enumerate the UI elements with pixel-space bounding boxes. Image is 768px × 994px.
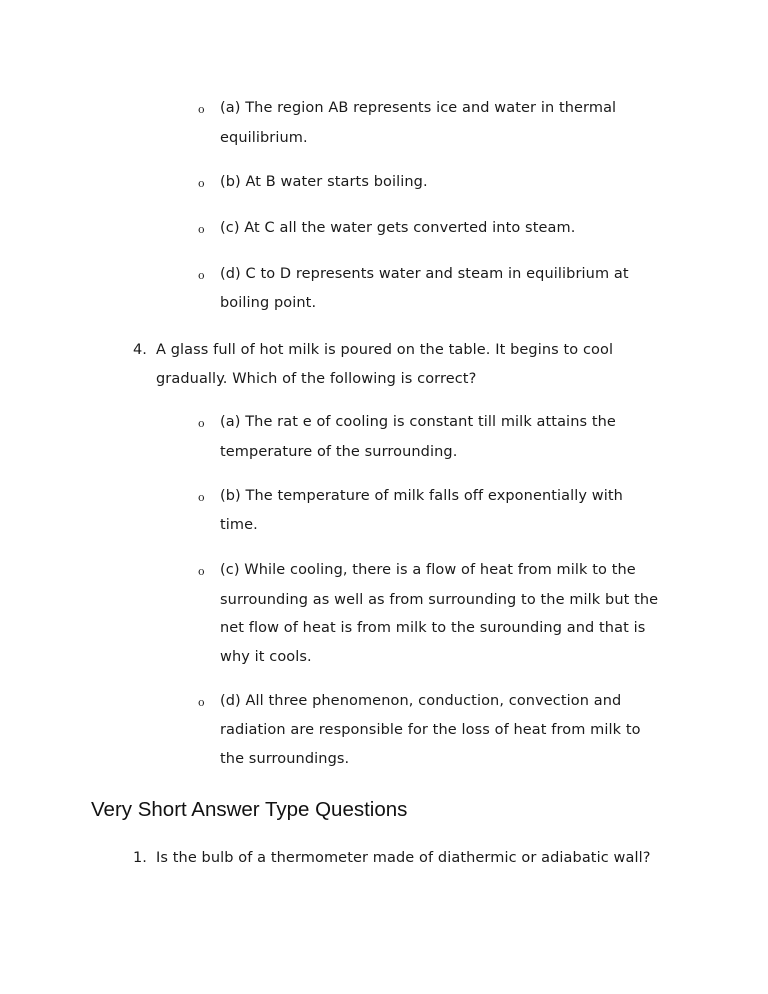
question-text-line: Is the bulb of a thermometer made of diathermic or adiabatic wall? (156, 850, 651, 866)
question-number: 1. (133, 850, 147, 866)
option-text-line: (a) The rat e of cooling is constant till milk attains the (220, 414, 616, 430)
bullet-icon: o (198, 269, 205, 282)
option-text-line: (d) C to D represents water and steam in equilibrium at (220, 266, 629, 282)
option-text-line: (a) The region AB represents ice and water in thermal (220, 100, 617, 116)
bullet-icon: o (198, 491, 205, 504)
bullet-icon: o (198, 177, 205, 190)
question-number: 4. (133, 342, 147, 358)
option-text-line: surrounding as well as from surrounding to the milk but the (220, 592, 659, 608)
option-text-line: boiling point. (220, 295, 317, 311)
question-text-line: gradually. Which of the following is correct? (156, 371, 477, 387)
bullet-icon: o (198, 103, 205, 116)
bullet-icon: o (198, 417, 205, 430)
option-text-line: the surroundings. (220, 751, 350, 767)
option-text-line: (c) At C all the water gets converted into steam. (220, 220, 576, 236)
option-text-line: equilibrium. (220, 130, 308, 146)
option-text-line: net flow of heat is from milk to the surounding and that is (220, 620, 646, 636)
question-text-line: A glass full of hot milk is poured on the table. It begins to cool (156, 342, 614, 358)
bullet-icon: o (198, 565, 205, 578)
option-text-line: radiation are responsible for the loss of heat from milk to (220, 722, 641, 738)
option-text-line: time. (220, 517, 258, 533)
bullet-icon: o (198, 223, 205, 236)
option-text-line: temperature of the surrounding. (220, 444, 458, 460)
option-text-line: (d) All three phenomenon, conduction, convection and (220, 693, 622, 709)
option-text-line: (b) At B water starts boiling. (220, 174, 428, 190)
option-text-line: why it cools. (220, 649, 312, 665)
option-text-line: (b) The temperature of milk falls off exponentially with (220, 488, 623, 504)
option-text-line: (c) While cooling, there is a flow of heat from milk to the (220, 562, 636, 578)
bullet-icon: o (198, 696, 205, 709)
section-heading: Very Short Answer Type Questions (91, 798, 408, 821)
